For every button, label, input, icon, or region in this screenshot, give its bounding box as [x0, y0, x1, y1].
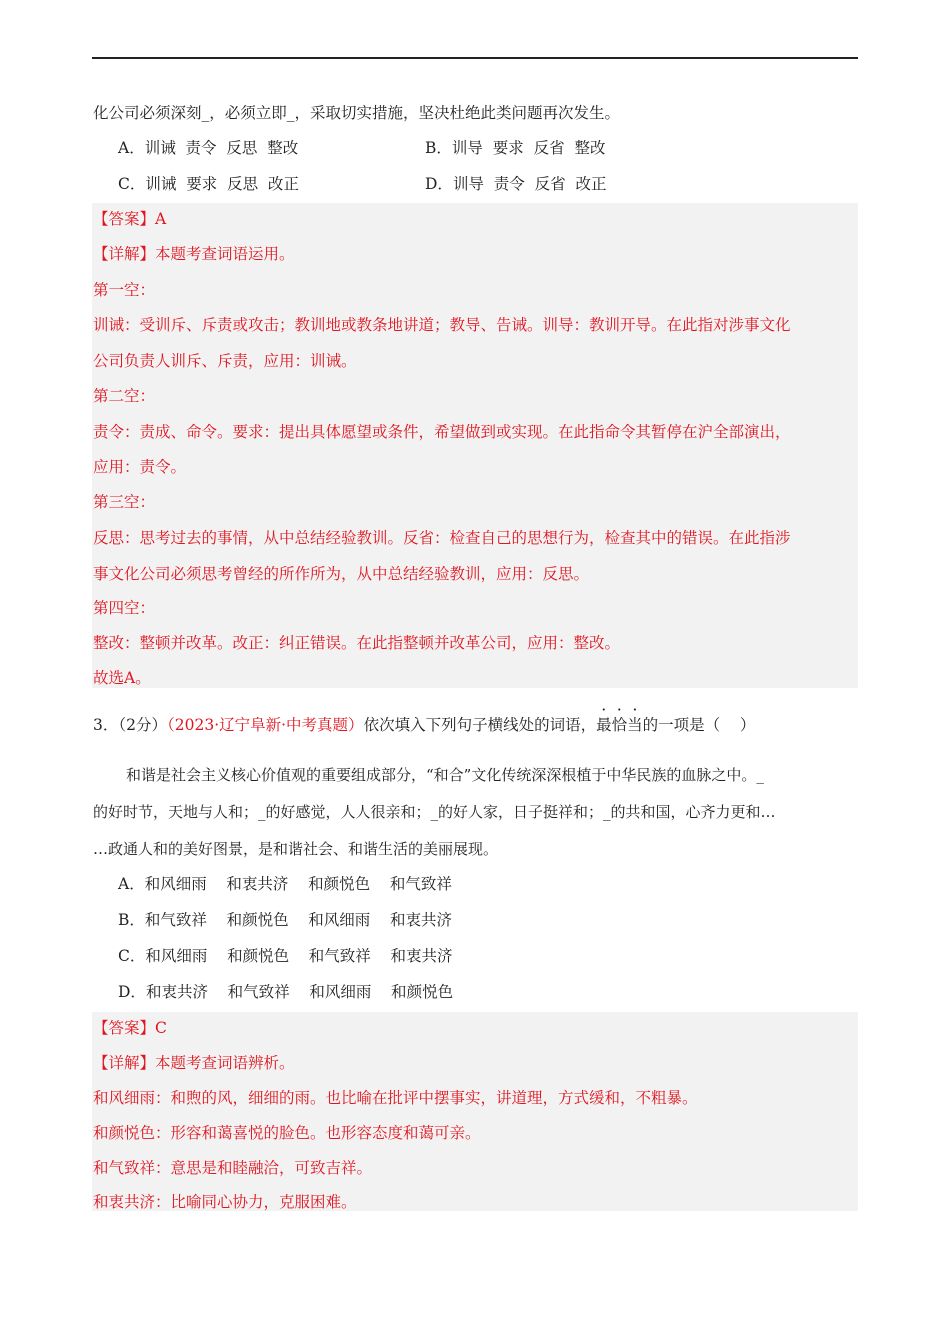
emphasis-char: 恰 — [611, 716, 628, 734]
q3-answer — [93, 1018, 167, 1038]
answer-tag: 【答案】 — [93, 210, 156, 228]
answer-value: C — [155, 1019, 167, 1037]
option-text: 和风细雨 和颜悦色 和气致祥 和衷共济 — [145, 947, 453, 965]
q3-answer-panel — [92, 1012, 858, 1211]
q3-explain-line: 和衷共济：比喻同心协力，克服困难。 — [93, 1193, 357, 1211]
q2-explain-line: 第四空： — [93, 599, 156, 617]
q2-option-d[interactable] — [425, 174, 607, 194]
option-letter: A． — [118, 875, 145, 893]
q2-option-c[interactable] — [118, 174, 299, 194]
q3-option-d[interactable] — [118, 982, 453, 1002]
question-source: （2023·辽宁阜新·中考真题） — [167, 716, 364, 734]
q3-passage-line: …政通人和的美好图景，是和谐社会、和谐生活的美丽展现。 — [93, 840, 499, 858]
q2-detail — [93, 244, 295, 264]
option-text: 训导 责令 反省 改正 — [452, 175, 607, 193]
detail-tag: 【详解】 — [93, 1054, 156, 1072]
q3-passage-line: 的好时节，天地与人和；_的好感觉，人人很亲和；_的好人家，日子挺祥和；_的共和国，心齐力更和… — [93, 803, 776, 821]
detail-text: 本题考查词语辨析。 — [155, 1054, 295, 1072]
option-text: 和风细雨 和衷共济 和颜悦色 和气致祥 — [144, 875, 452, 893]
question-stem-end: 的一项是（ ） — [642, 716, 756, 734]
q2-explain-line: 训诫：受训斥、斥责或攻击；教训地或教条地讲道；教导、告诫。训导：教训开导。在此指对涉事文化 — [93, 316, 791, 334]
q2-explain-line: 第三空： — [93, 493, 156, 511]
question-number: 3． — [93, 716, 119, 734]
q2-option-b[interactable] — [425, 138, 605, 158]
option-text: 和气致祥 和颜悦色 和风细雨 和衷共济 — [144, 911, 453, 929]
q3-explain-line: 和颜悦色：形容和蔼喜悦的脸色。也形容态度和蔼可亲。 — [93, 1124, 481, 1142]
q2-explain-line: 第二空： — [93, 387, 156, 405]
q3-explain-line: 和气致祥：意思是和睦融洽，可致吉祥。 — [93, 1159, 373, 1177]
q3-option-a[interactable] — [118, 874, 452, 894]
q3-explain-line: 和风细雨：和煦的风，细细的雨。也比喻在批评中摆事实，讲道理，方式缓和，不粗暴。 — [93, 1089, 698, 1107]
q2-explain-line: 应用：责令。 — [93, 458, 187, 476]
option-text: 和衷共济 和气致祥 和风细雨 和颜悦色 — [145, 983, 454, 1001]
q3-stem — [93, 715, 755, 735]
q2-explain-line: 故选A。 — [93, 669, 151, 687]
detail-tag: 【详解】 — [93, 245, 156, 263]
answer-tag: 【答案】 — [93, 1019, 156, 1037]
option-letter: D． — [118, 983, 146, 1001]
question-score: （2分） — [118, 716, 167, 734]
question-stem: 依次填入下列句子横线处的词语， — [363, 716, 597, 734]
emphasis-char: 当 — [627, 716, 643, 734]
option-text: 训导 要求 反省 整改 — [451, 139, 606, 157]
emphasis-char: 最 — [596, 716, 612, 734]
q3-option-c[interactable] — [118, 946, 453, 966]
option-letter: C． — [118, 947, 146, 965]
q2-explain-line: 反思：思考过去的事情，从中总结经验教训。反省：检查自己的思想行为，检查其中的错误。在此指涉 — [93, 529, 791, 547]
q3-option-b[interactable] — [118, 910, 452, 930]
option-letter: A． — [118, 139, 145, 157]
q2-answer — [93, 209, 166, 229]
header-rule — [92, 57, 858, 59]
q2-explain-line: 第一空： — [93, 281, 156, 299]
q2-explain-line: 整改：整顿并改革。改正：纠正错误。在此指整顿并改革公司，应用：整改。 — [93, 634, 621, 652]
option-text: 训诫 要求 反思 改正 — [145, 175, 299, 193]
q3-detail — [93, 1053, 295, 1073]
option-text: 训诫 责令 反思 整改 — [144, 139, 299, 157]
q2-option-a[interactable] — [118, 138, 298, 158]
option-letter: B． — [425, 139, 452, 157]
q2-answer-panel — [92, 203, 858, 688]
continued-question-line: 化公司必须深刻_，必须立即_，采取切实措施，坚决杜绝此类问题再次发生。 — [93, 104, 621, 122]
q2-explain-line: 事文化公司必须思考曾经的所作所为，从中总结经验教训，应用：反思。 — [93, 565, 590, 583]
option-letter: C． — [118, 175, 146, 193]
option-letter: D． — [425, 175, 453, 193]
answer-value: A — [155, 210, 167, 228]
q2-explain-line: 公司负责人训斥、斥责，应用：训诫。 — [93, 352, 357, 370]
detail-text: 本题考查词语运用。 — [155, 245, 295, 263]
q2-explain-line: 责令：责成、命令。要求：提出具体愿望或条件，希望做到或实现。在此指命令其暂停在沪全部演出， — [93, 423, 791, 441]
q3-passage-line: 和谐是社会主义核心价值观的重要组成部分，“和合”文化传统深深根植于中华民族的血脉之中。_ — [126, 766, 764, 784]
option-letter: B． — [118, 911, 145, 929]
